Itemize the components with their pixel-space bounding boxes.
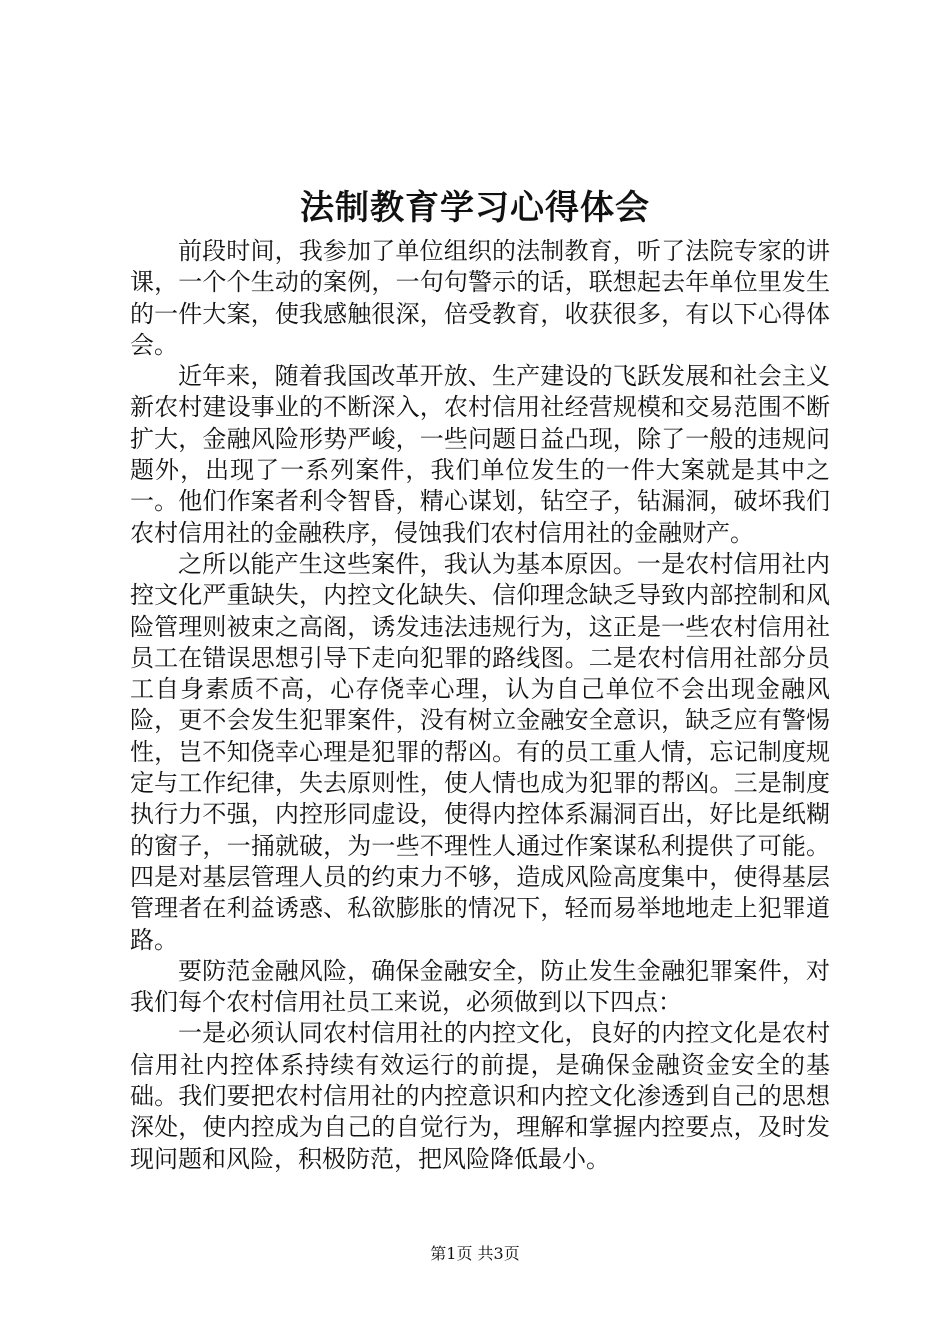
paragraph-point-one: 一是必须认同农村信用社的内控文化，良好的内控文化是农村信用社内控体系持续有效运行的前提，是确保金融资金安全的基础。我们要把农村信用社的内控意识和内控文化渗透到自己的思想深处，使内控成为自己的自觉行为，理解和掌握内控要点，及时发现问题和风险，积极防范，把风险降低最小。 (130, 1019, 830, 1173)
document-title: 法制教育学习心得体会 (300, 188, 650, 228)
paragraph-background: 近年来，随着我国改革开放、生产建设的飞跃发展和社会主义新农村建设事业的不断深入，农村信用社经营规模和交易范围不断扩大，金融风险形势严峻，一些问题日益凸现，除了一般的违规问题外，出现了一系列案件，我们单位发生的一件大案就是其中之一。他们作案者利令智昏，精心谋划，钻空子，钻漏洞，破坏我们农村信用社的金融秩序，侵蚀我们农村信用社的金融财产。 (130, 362, 830, 547)
document-body (130, 236, 830, 1175)
paragraph-requirements: 要防范金融风险，确保金融安全，防止发生金融犯罪案件，对我们每个农村信用社员工来说，必须做到以下四点： (130, 956, 830, 1017)
page-number-footer: 第1页 共3页 (430, 1244, 520, 1263)
paragraph-intro: 前段时间，我参加了单位组织的法制教育，听了法院专家的讲课，一个个生动的案例，一句句警示的话，联想起去年单位里发生的一件大案，使我感触很深，倍受教育，收获很多，有以下心得体会。 (130, 237, 830, 359)
paragraph-causes: 之所以能产生这些案件，我认为基本原因。一是农村信用社内控文化严重缺失，内控文化缺失、信仰理念缺乏导致内部控制和风险管理则被束之高阁，诱发违法违规行为，这正是一些农村信用社员工在错误思想引导下走向犯罪的路线图。二是农村信用社部分员工自身素质不高，心存侥幸心理，认为自己单位不会出现金融风险，更不会发生犯罪案件，没有树立金融安全意识，缺乏应有警惕性，岂不知侥幸心理是犯罪的帮凶。有的员工重人情，忘记制度规定与工作纪律，失去原则性，使人情也成为犯罪的帮凶。三是制度执行力不强，内控形同虚设，使得内控体系漏洞百出，好比是纸糊的窗子，一捅就破，为一些不理性人通过作案谋私利提供了可能。四是对基层管理人员的约束力不够，造成风险高度集中，使得基层管理者在利益诱惑、私欲膨胀的情况下，轻而易举地地走上犯罪道路。 (130, 549, 830, 954)
